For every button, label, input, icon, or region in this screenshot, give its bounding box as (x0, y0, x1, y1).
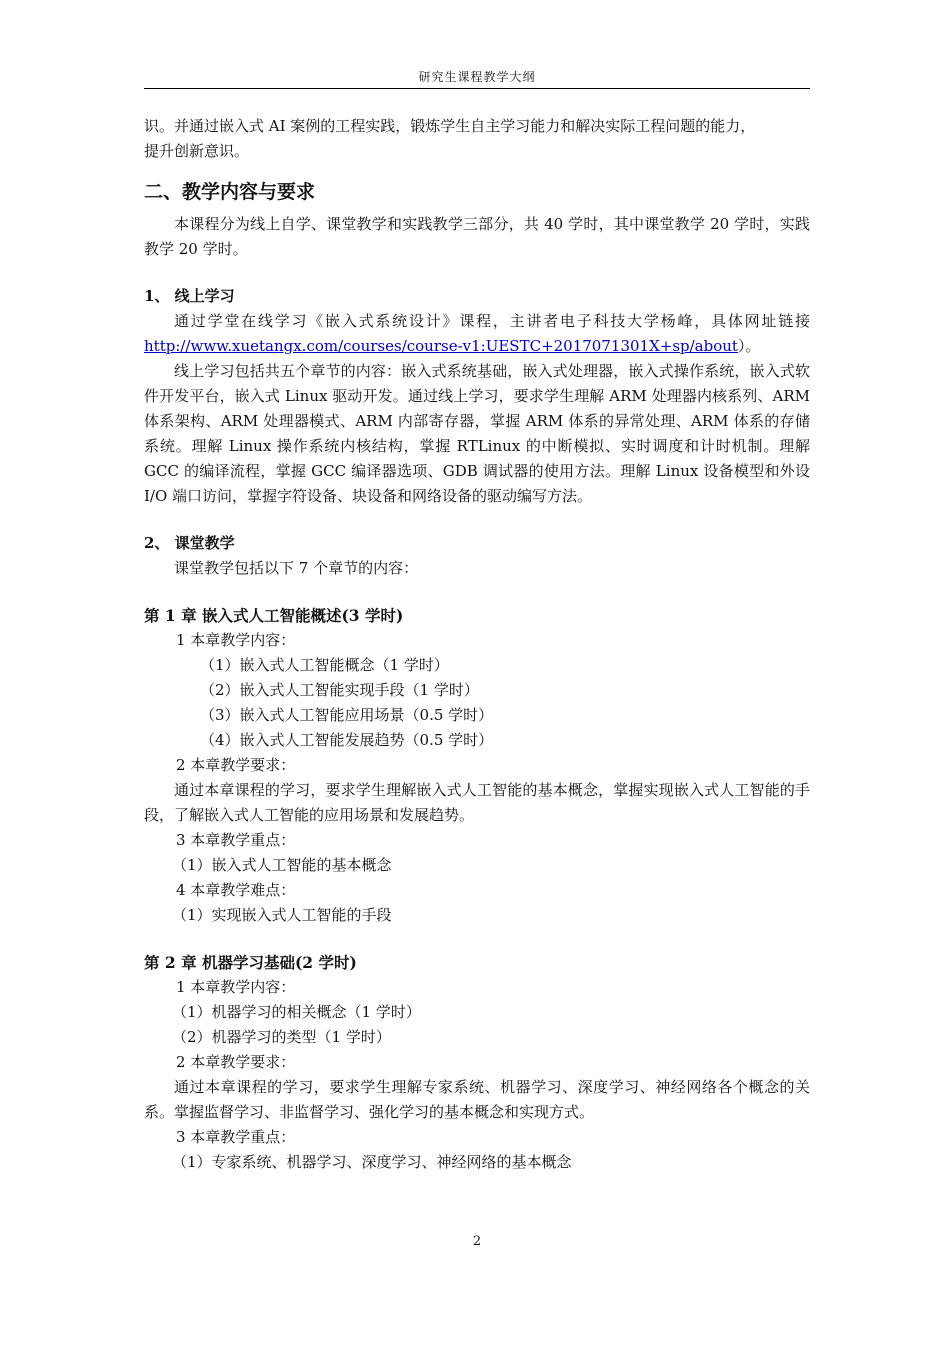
chapter-2-item: （2）机器学习的类型（1 学时） (172, 1028, 391, 1046)
chapter-1-key-label: 3 本章教学重点： (176, 831, 296, 849)
chapter-2-req-label: 2 本章教学要求： (176, 1053, 296, 1071)
classroom-paragraph: 课堂教学包括以下 7 个章节的内容： (174, 559, 419, 577)
online-paragraph-1 (144, 309, 810, 359)
chapter-2-content-label: 1 本章教学内容： (176, 978, 296, 996)
chapter-1-content-label: 1 本章教学内容： (176, 631, 296, 649)
online-para1-text: 通过学堂在线学习《嵌入式系统设计》课程，主讲者电子科技大学杨峰，具体网址链接 (174, 312, 810, 330)
chapter-1-item: （3）嵌入式人工智能应用场景（0.5 学时） (200, 706, 494, 724)
online-paragraph-2: 线上学习包括共五个章节的内容：嵌入式系统基础，嵌入式处理器，嵌入式操作系统，嵌入式软件开发平台，嵌入式 Linux 驱动开发。通过线上学习，要求学生理解 ARM 处理器内核系列、ARM 体系架构、ARM 处理器模式、ARM 内部寄存器，掌握 ARM 体系的异常处理、ARM 体系的存储系统。理解 Linux 操作系统内核结构，掌握 RTLinux 的中断模拟、实时调度和计时机制。理解 GCC 的编译流程，掌握 GCC 编译器选项、GDB 调试器的使用方法。理解 Linux 设备模型和外设 I/O 端口访问，掌握字符设备、块设备和网络设备的驱动编写方法。 (144, 362, 810, 505)
course-link[interactable]: http://www.xuetangx.com/courses/course-v1:UESTC+2017071301X+sp/about (144, 337, 738, 355)
page-number: 2 (472, 1234, 482, 1249)
chapter-1-diff-item: （1）实现嵌入式人工智能的手段 (172, 906, 392, 924)
chapter-1-key-item: （1）嵌入式人工智能的基本概念 (172, 856, 392, 874)
chapter-1-req-label: 2 本章教学要求： (176, 756, 296, 774)
chapter-1-diff-label: 4 本章教学难点： (176, 881, 296, 899)
page-content (144, 114, 810, 1175)
classroom-title: 2、 课堂教学 (144, 534, 235, 552)
intro-line-2: 提升创新意识。 (144, 142, 250, 160)
chapter-2-req-text: 通过本章课程的学习，要求学生理解专家系统、机器学习、深度学习、神经网络各个概念的关系。掌握监督学习、非监督学习、强化学习的基本概念和实现方式。 (144, 1078, 810, 1121)
section-2-paragraph: 本课程分为线上自学、课堂教学和实践教学三部分，共 40 学时，其中课堂教学 20 学时，实践教学 20 学时。 (144, 215, 810, 258)
running-header: 研究生课程教学大纲 (418, 70, 536, 84)
online-para1-close: ）。 (737, 337, 761, 355)
chapter-1-item: （4）嵌入式人工智能发展趋势（0.5 学时） (200, 731, 494, 749)
chapter-1-req-text: 通过本章课程的学习，要求学生理解嵌入式人工智能的基本概念，掌握实现嵌入式人工智能的手段，了解嵌入式人工智能的应用场景和发展趋势。 (144, 781, 810, 824)
chapter-2-key-item: （1）专家系统、机器学习、深度学习、神经网络的基本概念 (172, 1153, 572, 1171)
chapter-1-title: 第 1 章 嵌入式人工智能概述(3 学时) (144, 606, 404, 625)
chapter-1-item: （2）嵌入式人工智能实现手段（1 学时） (200, 681, 479, 699)
chapter-2-title: 第 2 章 机器学习基础(2 学时) (144, 953, 357, 972)
section-2-title: 二、教学内容与要求 (144, 181, 316, 203)
chapter-2-item: （1）机器学习的相关概念（1 学时） (172, 1003, 421, 1021)
chapter-2-key-label: 3 本章教学重点： (176, 1128, 296, 1146)
header-rule (144, 88, 810, 89)
chapter-1-item: （1）嵌入式人工智能概念（1 学时） (200, 656, 449, 674)
online-learning-title: 1、 线上学习 (144, 287, 235, 305)
intro-line-1: 识。并通过嵌入式 AI 案例的工程实践，锻炼学生自主学习能力和解决实际工程问题的能力， (144, 117, 756, 135)
